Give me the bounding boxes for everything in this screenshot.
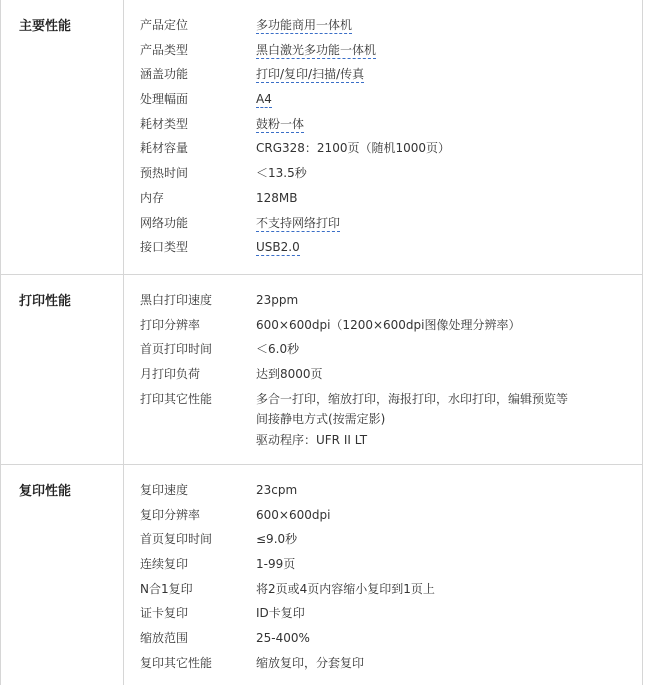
spec-value: 600×600dpi（1200×600dpi图像处理分辨率）	[256, 317, 521, 332]
spec-row	[124, 189, 642, 214]
spec-value: 缩放复印，分套复印	[256, 655, 365, 670]
spec-label: 接口类型	[140, 240, 189, 255]
spec-value: CRG328：2100页（随机1000页）	[256, 141, 450, 156]
section-title: 复印性能	[1, 465, 124, 685]
spec-value: ＜13.5秒	[256, 166, 307, 181]
spec-row	[124, 238, 642, 263]
spec-value[interactable]	[256, 238, 616, 263]
spec-value-multiline	[256, 390, 616, 452]
spec-row	[124, 481, 642, 506]
spec-value-line: 多合一打印，缩放打印，海报打印，水印打印，编辑预览等	[256, 391, 569, 406]
spec-label: 打印其它性能	[140, 391, 213, 406]
spec-label: 复印分辨率	[140, 507, 201, 522]
spec-label: 涵盖功能	[140, 67, 189, 82]
spec-row	[124, 580, 642, 605]
spec-link[interactable]: 不支持网络打印	[256, 215, 341, 230]
spec-row	[124, 604, 642, 629]
spec-link[interactable]: 多功能商用一体机	[256, 18, 353, 32]
spec-row	[124, 506, 642, 531]
spec-link[interactable]: 打印/复印/扫描/传真	[256, 67, 365, 82]
spec-row	[124, 214, 642, 239]
spec-value: 25-400%	[256, 631, 310, 646]
spec-value[interactable]	[256, 90, 616, 115]
spec-label: 打印分辨率	[140, 317, 201, 332]
spec-row	[124, 629, 642, 654]
spec-value: 将2页或4页内容缩小复印到1页上	[256, 581, 435, 596]
section-title: 打印性能	[1, 275, 124, 464]
spec-row	[124, 340, 642, 365]
spec-label: 证卡复印	[140, 606, 189, 621]
spec-link[interactable]: 鼓粉一体	[256, 116, 305, 131]
spec-link[interactable]: 黑白激光多功能一体机	[256, 42, 377, 57]
spec-value[interactable]	[256, 65, 616, 90]
spec-label: 月打印负荷	[140, 367, 201, 382]
spec-label: 黑白打印速度	[140, 293, 213, 307]
spec-row	[124, 16, 642, 41]
spec-row	[124, 390, 642, 452]
spec-value-line: 驱动程序：UFR II LT	[256, 432, 368, 447]
section-copy	[1, 465, 642, 685]
spec-row	[124, 41, 642, 66]
spec-value: ＜6.0秒	[256, 342, 300, 357]
spec-label: 耗材类型	[140, 116, 189, 131]
spec-value: 1-99页	[256, 557, 296, 572]
spec-value: 达到8000页	[256, 367, 323, 382]
section-body	[124, 0, 642, 274]
spec-value: 23ppm	[256, 293, 299, 307]
spec-label: 内存	[140, 190, 165, 205]
spec-label: 首页打印时间	[140, 342, 213, 357]
section-main	[1, 0, 642, 275]
spec-row	[124, 530, 642, 555]
spec-label: 首页复印时间	[140, 532, 213, 547]
spec-value: 128MB	[256, 190, 298, 205]
spec-row	[124, 139, 642, 164]
spec-row	[124, 115, 642, 140]
spec-label: 缩放范围	[140, 631, 189, 646]
section-title: 主要性能	[1, 0, 124, 274]
spec-label: 处理幅面	[140, 92, 189, 107]
spec-row	[124, 654, 642, 679]
spec-value: ≤9.0秒	[256, 532, 298, 547]
section-body	[124, 275, 642, 464]
spec-label: 耗材容量	[140, 141, 189, 156]
spec-row	[124, 291, 642, 316]
spec-value: ID卡复印	[256, 606, 305, 621]
spec-label: 产品定位	[140, 18, 189, 32]
spec-value[interactable]	[256, 16, 616, 41]
section-body	[124, 465, 642, 685]
spec-label: 复印速度	[140, 483, 189, 497]
spec-label: 预热时间	[140, 166, 189, 181]
spec-link[interactable]: USB2.0	[256, 240, 300, 255]
spec-value: 600×600dpi	[256, 507, 331, 522]
spec-value[interactable]	[256, 41, 616, 66]
spec-row	[124, 65, 642, 90]
section-print	[1, 275, 642, 465]
spec-link[interactable]: A4	[256, 92, 272, 107]
spec-value: 23cpm	[256, 483, 298, 497]
spec-label: 网络功能	[140, 215, 189, 230]
spec-row	[124, 365, 642, 390]
spec-label: N合1复印	[140, 581, 193, 596]
spec-label: 产品类型	[140, 42, 189, 57]
spec-row	[124, 90, 642, 115]
spec-row	[124, 316, 642, 341]
spec-value[interactable]	[256, 214, 616, 239]
spec-value[interactable]	[256, 115, 616, 140]
spec-label: 连续复印	[140, 557, 189, 572]
spec-row	[124, 164, 642, 189]
spec-row	[124, 555, 642, 580]
spec-label: 复印其它性能	[140, 655, 213, 670]
spec-value-line: 间接静电方式(按需定影)	[256, 412, 386, 427]
